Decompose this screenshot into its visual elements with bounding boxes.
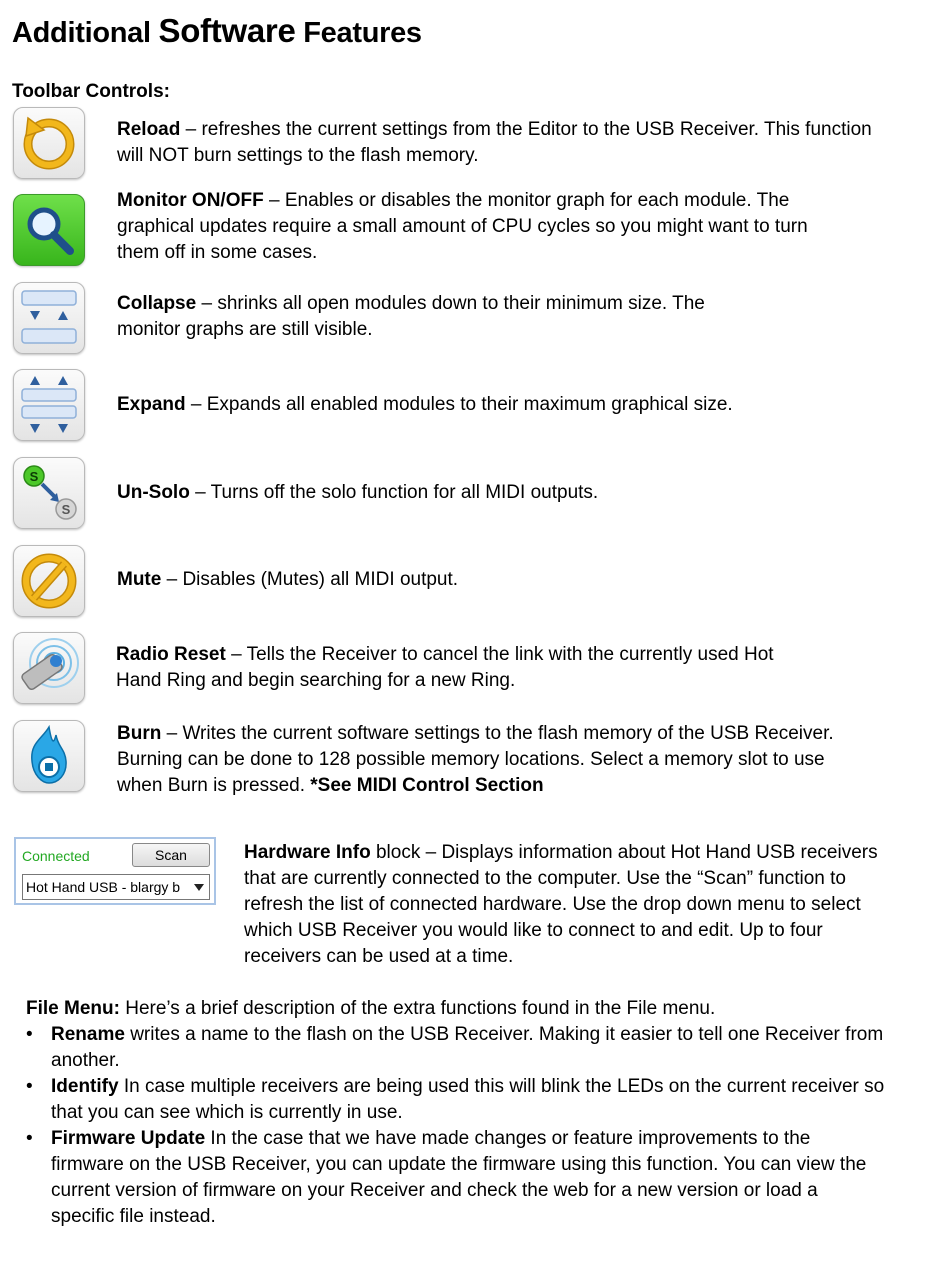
- burn-description: Burn – Writes the current software settings to the flash memory of the USB Receiver. Burning can be done to 128 possible memory locations. Select a memory slot to use when Burn is pressed. *See MIDI Control Section: [117, 723, 834, 796]
- file-menu-intro: File Menu: Here’s a brief description of the extra functions found in the File menu.: [26, 998, 716, 1019]
- connection-status: Connected: [22, 848, 90, 864]
- mute-description: Mute – Disables (Mutes) all MIDI output.: [117, 569, 459, 590]
- reload-icon[interactable]: [13, 107, 85, 179]
- page-title: Additional Software Features: [12, 12, 422, 49]
- scan-button[interactable]: Scan: [132, 843, 210, 867]
- burn-icon[interactable]: [13, 720, 85, 792]
- expand-description: Expand – Expands all enabled modules to their maximum graphical size.: [117, 394, 733, 415]
- radio-reset-description: Radio Reset – Tells the Receiver to cancel the link with the currently used Hot Hand Ring and begin searching for a new Ring.: [116, 644, 774, 691]
- collapse-description: Collapse – shrinks all open modules down to their minimum size. The monitor graphs are still visible.: [117, 293, 705, 340]
- monitor-icon[interactable]: [13, 194, 85, 266]
- hardware-info-widget: [14, 837, 216, 905]
- collapse-icon[interactable]: [13, 282, 85, 354]
- hardware-info-description: Hardware Info block – Displays information about Hot Hand USB receivers that are currently connected to the computer. Use the “Scan” function to refresh the list of connected hardware. Use the drop down menu to select which USB Receiver you would like to connect to and edit. Up to four receivers can be used at a time.: [244, 842, 878, 967]
- mute-icon[interactable]: [13, 545, 85, 617]
- list-item: • Firmware Update In the case that we have made changes or feature improvements to the firmware on the USB Receiver, you can update the firmware using this function. You can view the current version of firmware on your Receiver and check the web for a new version or load a specific file instead.: [26, 1128, 867, 1227]
- receiver-select-value: Hot Hand USB - blargy b: [26, 879, 181, 895]
- receiver-select[interactable]: [22, 874, 210, 900]
- file-menu-section: [26, 996, 886, 1230]
- radio-reset-icon[interactable]: [13, 632, 85, 704]
- solo-s-letter: S: [29, 469, 39, 484]
- toolbar-controls-heading: Toolbar Controls:: [12, 81, 170, 102]
- list-item: • Identify In case multiple receivers are being used this will blink the LEDs on the current receiver so that you can see which is currently in use.: [26, 1076, 885, 1123]
- unsolo-description: Un-Solo – Turns off the solo function for all MIDI outputs.: [117, 482, 599, 503]
- monitor-description: Monitor ON/OFF – Enables or disables the monitor graph for each module. The graphical updates require a small amount of CPU cycles so you might want to turn them off in some cases.: [117, 190, 808, 263]
- reload-description: Reload – refreshes the current settings from the Editor to the USB Receiver. This function will NOT burn settings to the flash memory.: [117, 119, 872, 166]
- unsolo-s-letter: S: [61, 502, 71, 517]
- list-item: • Rename writes a name to the flash on the USB Receiver. Making it easier to tell one Receiver from another.: [26, 1024, 884, 1071]
- unsolo-icon[interactable]: [13, 457, 85, 529]
- expand-icon[interactable]: [13, 369, 85, 441]
- chevron-down-icon: [194, 884, 204, 891]
